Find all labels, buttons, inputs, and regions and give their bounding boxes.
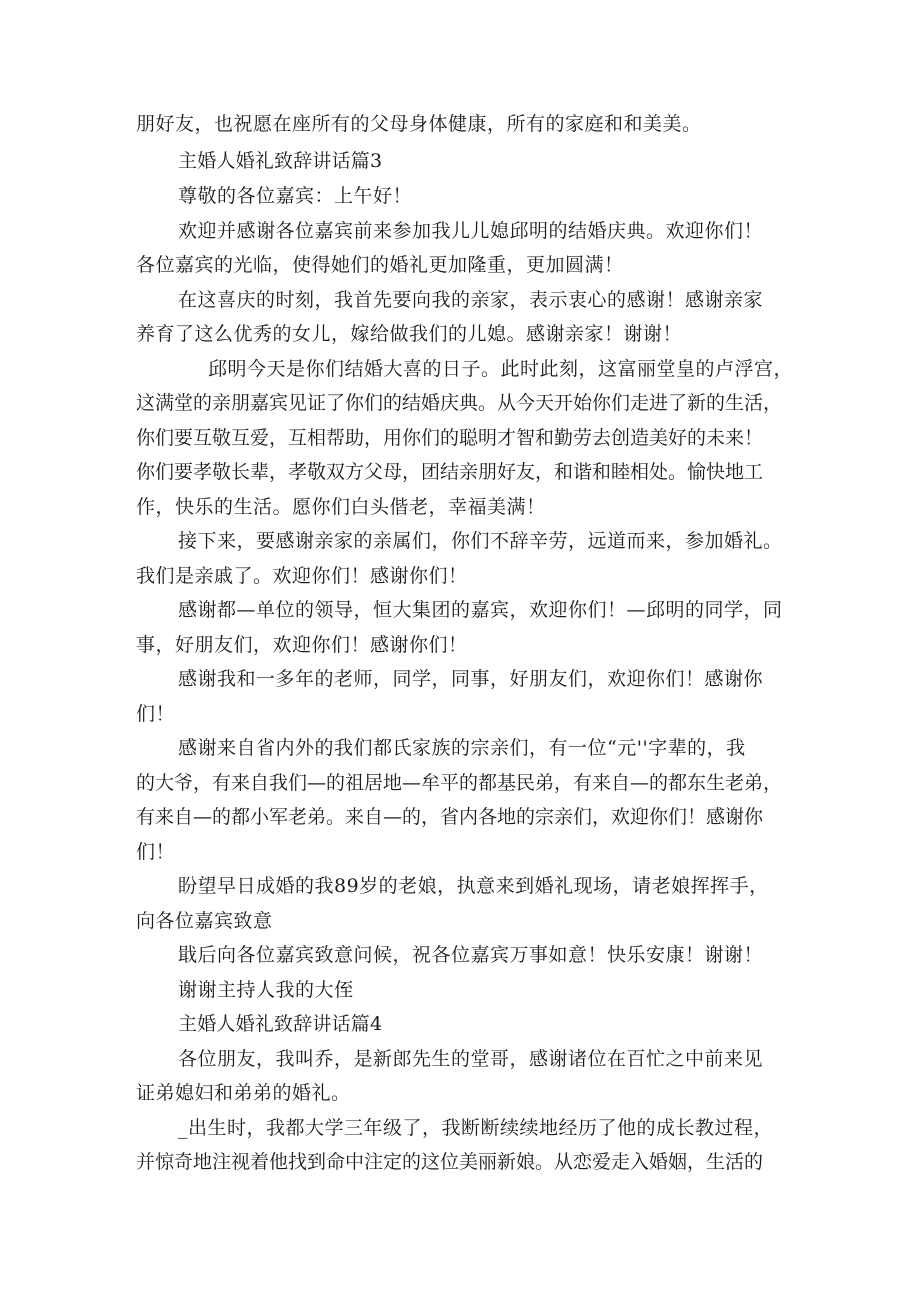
paragraph-line: 邱明今天是你们结婚大喜的日子。此时此刻，这富丽堂皇的卢浮宫， [208,358,794,380]
paragraph-line: 并惊奇地注视着他找到命中注定的这位美丽新娘。从恋爱走入婚姻，生活的 [136,1151,764,1173]
paragraph-line: 感谢都—单位的领导，恒大集团的嘉宾，欢迎你们！—邱明的同学，同 [178,599,783,621]
paragraph-line: 戢后向各位嘉宾致意问候，祝各位嘉宾万事如意！快乐安康！谢谢！ [178,944,764,966]
paragraph-line: 接下来，要感谢亲家的亲属们，你们不辞辛劳，远道而来，参加婚礼。 [178,530,783,552]
paragraph-line: _出生时，我都大学三年级了，我断断续续地经历了他的成长教过程， [178,1117,774,1139]
paragraph-line: 你们要互敬互爱，互相帮助，用你们的聪明才智和勤劳去创造美好的未来！ [136,427,764,449]
paragraph-line: 有来自—的都小军老弟。来自—的，省内各地的宗亲们，欢迎你们！感谢你 [136,806,764,828]
paragraph-line: 证弟媳妇和弟弟的婚礼。 [136,1082,351,1104]
paragraph-line: 在这喜庆的时刻，我首先要向我的亲家，表示衷心的感谢！感谢亲家 [178,289,764,311]
paragraph-line: 这满堂的亲朋嘉宾见证了你们的结婚庆典。从今天开始你们走进了新的生活， [136,392,783,414]
paragraph-line: 的大爷，有来自我们—的祖居地—牟平的都基民弟，有来自—的都东生老弟， [136,772,783,794]
paragraph-line: 我们是亲戚了。欢迎你们！感谢你们！ [136,565,468,587]
paragraph-line: 向各位嘉宾致意 [136,910,273,932]
paragraph-line: 感谢来自省内外的我们都氏家族的宗亲们，有一位“元''字辈的，我 [178,737,746,759]
paragraph-line: 你们要孝敬长辈，孝敬双方父母，团结亲朋好友，和谐和睦相处。愉快地工 [136,461,764,483]
salutation-line: 尊敬的各位嘉宾：上午好！ [178,185,413,207]
paragraph-line: 各位朋友，我叫乔，是新郎先生的堂哥，感谢诸位在百忙之中前来见 [178,1048,764,1070]
paragraph-line: 们！ [136,841,176,863]
paragraph-line: 作，快乐的生活。愿你们白头偕老，幸福美满！ [136,496,546,518]
section-heading: 主婚人婚礼致辞讲话篇3 [178,150,383,172]
paragraph-line: 养育了这么优秀的女儿，嫁给做我们的儿媳。感谢亲家！谢谢！ [136,323,683,345]
paragraph-line: 朋好友，也祝愿在座所有的父母身体健康，所有的家庭和和美美。 [136,113,702,135]
paragraph-line: 感谢我和一多年的老师，同学，同事，好朋友们，欢迎你们！感谢你 [178,668,764,690]
section-heading: 主婚人婚礼致辞讲话篇4 [178,1013,383,1035]
paragraph-line: 各位嘉宾的光临，使得她们的婚礼更加隆重，更加圆满！ [136,254,624,276]
paragraph-line: 盼望早日成婚的我89岁的老娘，执意来到婚礼现场，请老娘挥挥手， [178,875,769,897]
paragraph-line: 事，好朋友们，欢迎你们！感谢你们！ [136,634,468,656]
paragraph-line: 欢迎并感谢各位嘉宾前来参加我儿儿媳邱明的结婚庆典。欢迎你们！ [178,220,764,242]
paragraph-line: 们！ [136,703,176,725]
paragraph-line: 谢谢主持人我的大侄 [178,979,354,1001]
